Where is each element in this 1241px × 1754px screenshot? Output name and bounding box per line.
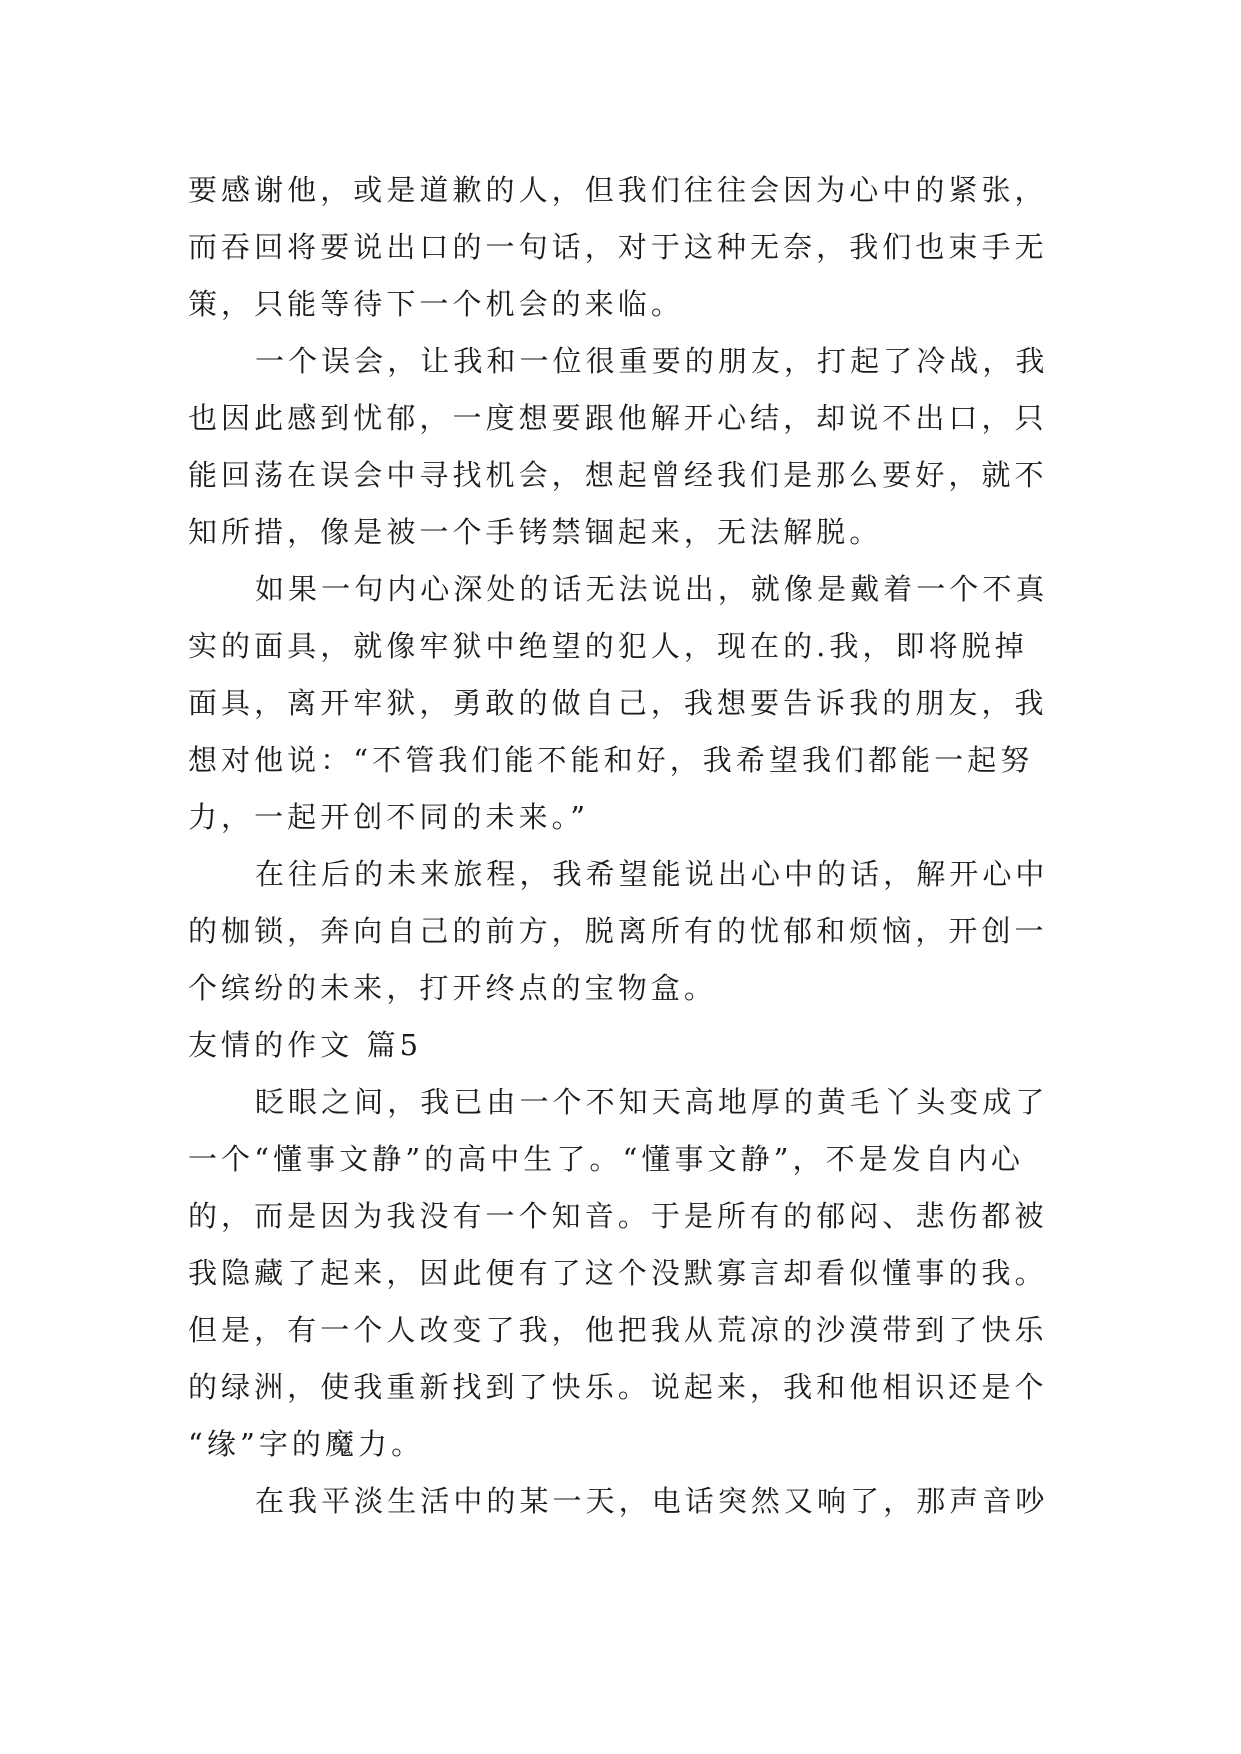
text-line: 的绿洲，使我重新找到了快乐。说起来，我和他相识还是个 <box>188 1370 1048 1404</box>
text-line: 想对他说：“不管我们能不能和好，我希望我们都能一起努 <box>188 743 1034 777</box>
text-line: 但是，有一个人改变了我，他把我从荒凉的沙漠带到了快乐 <box>188 1313 1048 1347</box>
text-line: 面具，离开牢狱，勇敢的做自己，我想要告诉我的朋友，我 <box>188 686 1048 720</box>
text-line: 一个“懂事文静”的高中生了。“懂事文静”，不是发自内心 <box>188 1142 1024 1176</box>
text-line: 实的面具，就像牢狱中绝望的犯人，现在的.我，即将脱掉 <box>188 629 1028 663</box>
text-line: 我隐藏了起来，因此便有了这个没默寡言却看似懂事的我。 <box>188 1256 1048 1290</box>
paragraph-first-line: 在往后的未来旅程，我希望能说出心中的话，解开心中 <box>255 857 1049 891</box>
text-line: 能回荡在误会中寻找机会，想起曾经我们是那么要好，就不 <box>188 458 1048 492</box>
paragraph-first-line: 如果一句内心深处的话无法说出，就像是戴着一个不真 <box>255 572 1049 606</box>
paragraph-first-line: 眨眼之间，我已由一个不知天高地厚的黄毛丫头变成了 <box>255 1085 1049 1119</box>
paragraph-first-line: 在我平淡生活中的某一天，电话突然又响了，那声音吵 <box>255 1484 1049 1518</box>
section-heading: 友情的作文 篇5 <box>188 1028 423 1062</box>
text-line: 的枷锁，奔向自己的前方，脱离所有的忧郁和烦恼，开创一 <box>188 914 1048 948</box>
text-line: 个缤纷的未来，打开终点的宝物盒。 <box>188 971 717 1005</box>
paragraph-first-line: 一个误会，让我和一位很重要的朋友，打起了冷战，我 <box>255 344 1049 378</box>
text-line: 的，而是因为我没有一个知音。于是所有的郁闷、悲伤都被 <box>188 1199 1048 1233</box>
text-line: 也因此感到忧郁，一度想要跟他解开心结，却说不出口，只 <box>188 401 1048 435</box>
text-line: “缘”字的魔力。 <box>188 1427 425 1461</box>
text-line: 力，一起开创不同的未来。” <box>188 800 590 834</box>
text-line: 要感谢他，或是道歉的人，但我们往往会因为心中的紧张， <box>188 173 1048 207</box>
text-line: 而吞回将要说出口的一句话，对于这种无奈，我们也束手无 <box>188 230 1048 264</box>
text-line: 知所措，像是被一个手铐禁锢起来，无法解脱。 <box>188 515 883 549</box>
text-line: 策，只能等待下一个机会的来临。 <box>188 287 684 321</box>
